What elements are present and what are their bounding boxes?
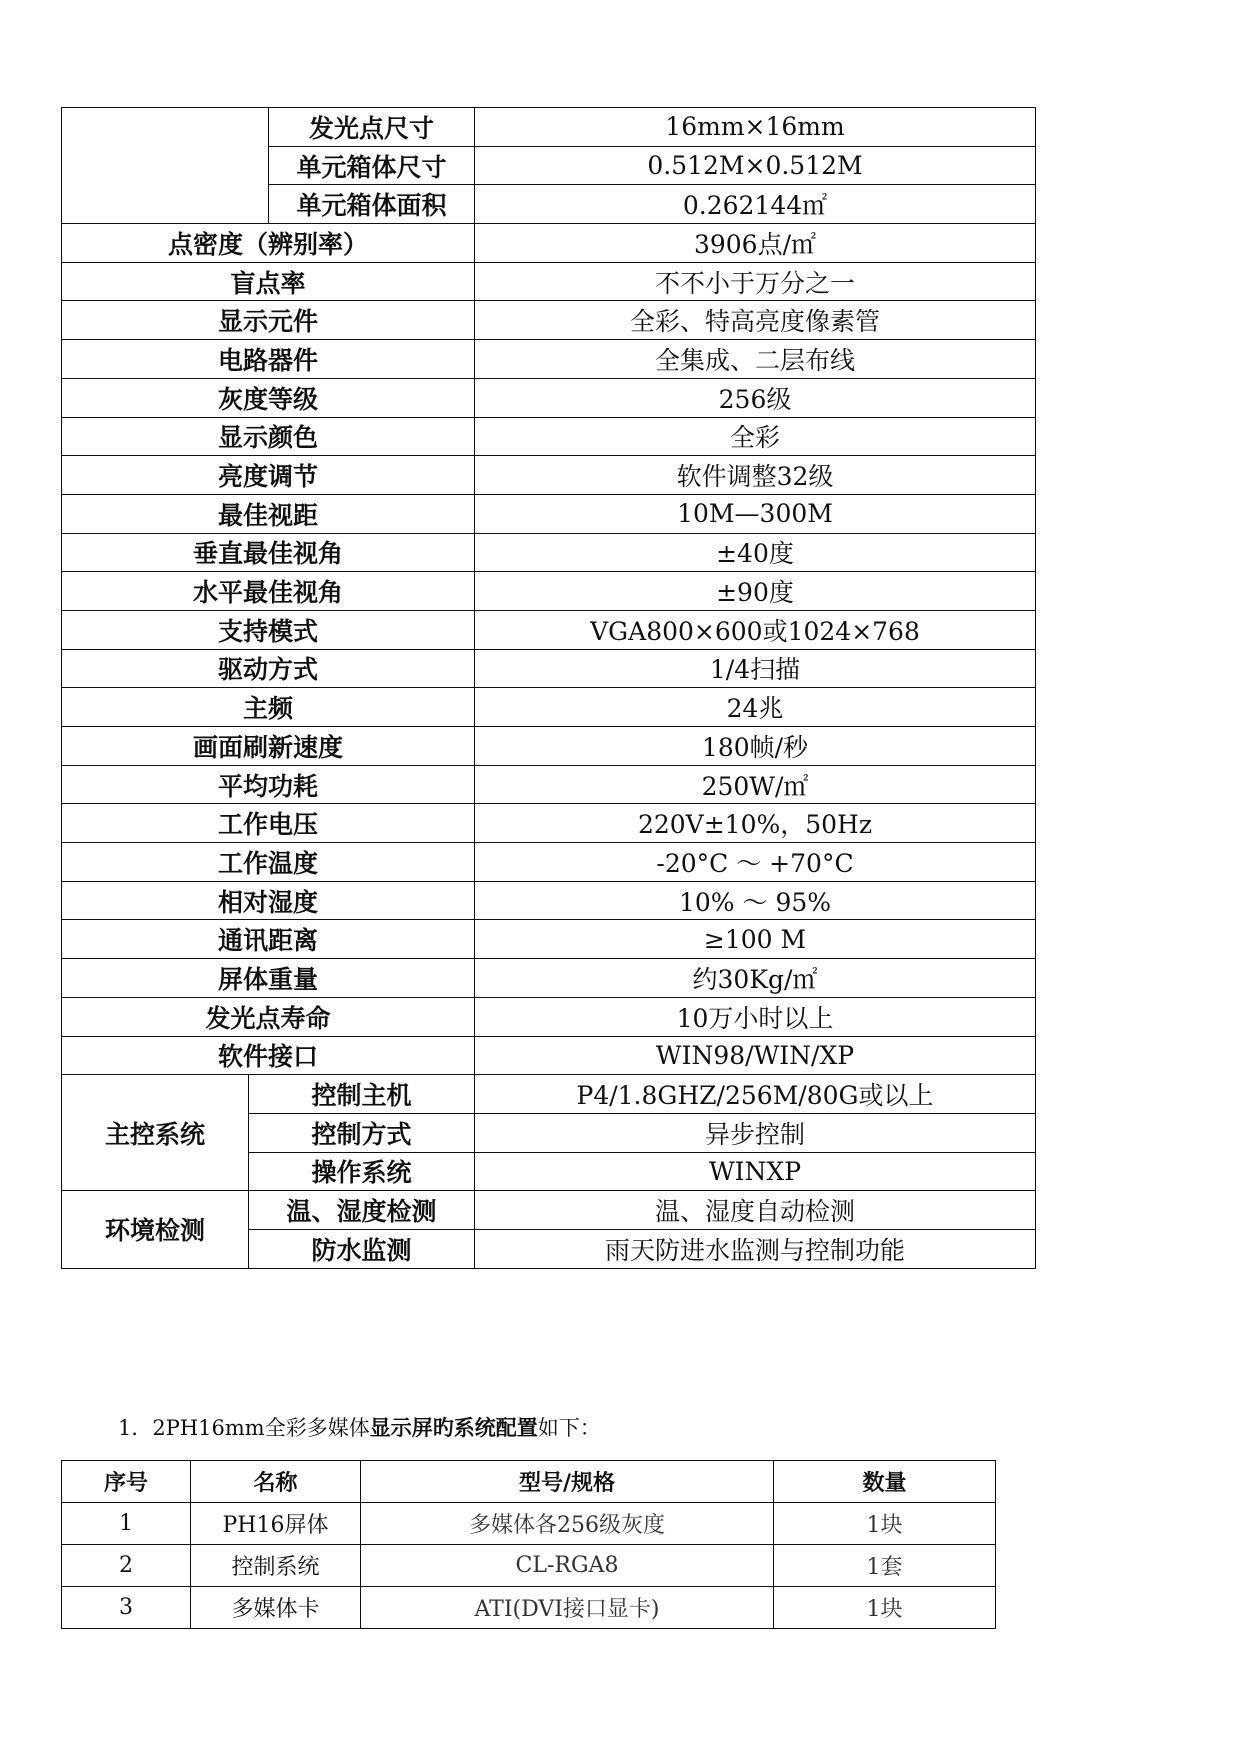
- config-name: 多媒体卡: [191, 1587, 361, 1629]
- spec-label: 单元箱体面积: [269, 185, 475, 224]
- spec-value: 1/4扫描: [475, 649, 1036, 688]
- spec-row: [62, 688, 1036, 727]
- spec-label: 支持模式: [62, 610, 475, 649]
- spec-row: [62, 417, 1036, 456]
- spec-value: WINXP: [475, 1152, 1036, 1191]
- caption-suffix: 如下：: [537, 1416, 601, 1440]
- spec-value: 256级: [475, 378, 1036, 417]
- spec-row: [62, 727, 1036, 766]
- spec-value: 250W/㎡: [475, 765, 1036, 804]
- spec-label: 显示颜色: [62, 417, 475, 456]
- header-index: 序号: [62, 1461, 191, 1503]
- spec-label: 垂直最佳视角: [62, 533, 475, 572]
- spec-row: [62, 959, 1036, 998]
- caption-bold: 显示屏旳系统配置: [369, 1416, 538, 1440]
- config-name: PH16屏体: [191, 1503, 361, 1545]
- spec-row: [62, 572, 1036, 611]
- spec-row: [62, 804, 1036, 843]
- header-name: 名称: [191, 1461, 361, 1503]
- config-caption: [118, 1412, 601, 1442]
- spec-label: 相对湿度: [62, 881, 475, 920]
- spec-row: [62, 843, 1036, 882]
- spec-label: 控制方式: [249, 1113, 475, 1152]
- spec-label: 电路器件: [62, 340, 475, 379]
- spec-value: 24兆: [475, 688, 1036, 727]
- spec-value: 180帧/秒: [475, 727, 1036, 766]
- spec-label: 通讯距离: [62, 920, 475, 959]
- spec-label: 主频: [62, 688, 475, 727]
- spec-value: 10M—300M: [475, 494, 1036, 533]
- header-model: 型号/规格: [361, 1461, 774, 1503]
- config-index: 3: [62, 1587, 191, 1629]
- spec-label: 驱动方式: [62, 649, 475, 688]
- config-quantity: 1块: [774, 1587, 996, 1629]
- spec-label: 工作电压: [62, 804, 475, 843]
- main-control-group-label: 主控系统: [62, 1075, 249, 1191]
- spec-value: 温、湿度自动检测: [475, 1191, 1036, 1230]
- spec-value: 全集成、二层布线: [475, 340, 1036, 379]
- spec-row: [62, 301, 1036, 340]
- spec-label: 软件接口: [62, 1036, 475, 1075]
- spec-row: [62, 1191, 1036, 1230]
- spec-label: 灰度等级: [62, 378, 475, 417]
- spec-value: 不不小于万分之一: [475, 262, 1036, 301]
- spec-row: [62, 340, 1036, 379]
- spec-value: 雨天防进水监测与控制功能: [475, 1229, 1036, 1268]
- spec-value: -20°C ～ +70°C: [475, 843, 1036, 882]
- spec-row: [62, 494, 1036, 533]
- config-model: CL-RGA8: [361, 1545, 774, 1587]
- spec-value: 异步控制: [475, 1113, 1036, 1152]
- spec-row: [62, 1036, 1036, 1075]
- config-row: [62, 1503, 996, 1545]
- spec-value: 0.512M×0.512M: [475, 146, 1036, 185]
- config-header-row: [62, 1461, 996, 1503]
- env-group-label: 环境检测: [62, 1191, 249, 1268]
- spec-label: 温、湿度检测: [249, 1191, 475, 1230]
- spec-row: [62, 262, 1036, 301]
- spec-value: 220V±10%，50Hz: [475, 804, 1036, 843]
- config-name: 控制系统: [191, 1545, 361, 1587]
- spec-table: [61, 107, 1036, 1269]
- spec-label: 单元箱体尺寸: [269, 146, 475, 185]
- spec-row: [62, 610, 1036, 649]
- spec-label: 屏体重量: [62, 959, 475, 998]
- spec-row: [62, 920, 1036, 959]
- config-model: 多媒体各256级灰度: [361, 1503, 774, 1545]
- spec-label: 最佳视距: [62, 494, 475, 533]
- spec-row: [62, 765, 1036, 804]
- spec-label: 显示元件: [62, 301, 475, 340]
- spec-row: [62, 456, 1036, 495]
- spec-row: [62, 108, 1036, 147]
- spec-label: 亮度调节: [62, 456, 475, 495]
- spec-row: [62, 1075, 1036, 1114]
- spec-label: 操作系统: [249, 1152, 475, 1191]
- spec-row: [62, 378, 1036, 417]
- spec-blank-cell: [62, 108, 269, 224]
- config-quantity: 1块: [774, 1503, 996, 1545]
- spec-label: 发光点寿命: [62, 997, 475, 1036]
- spec-label: 防水监测: [249, 1229, 475, 1268]
- spec-label: 水平最佳视角: [62, 572, 475, 611]
- spec-row: [62, 224, 1036, 263]
- spec-label: 发光点尺寸: [269, 108, 475, 147]
- spec-value: 10% ～ 95%: [475, 881, 1036, 920]
- spec-label: 工作温度: [62, 843, 475, 882]
- config-index: 1: [62, 1503, 191, 1545]
- config-quantity: 1套: [774, 1545, 996, 1587]
- spec-value: 10万小时以上: [475, 997, 1036, 1036]
- spec-label: 盲点率: [62, 262, 475, 301]
- spec-value: 全彩、特高亮度像素管: [475, 301, 1036, 340]
- spec-value: 3906点/㎡: [475, 224, 1036, 263]
- config-table: [61, 1460, 996, 1629]
- caption-prefix: 1．2PH16mm全彩多媒体: [118, 1416, 370, 1440]
- spec-value: ±40度: [475, 533, 1036, 572]
- spec-row: [62, 997, 1036, 1036]
- spec-value: 全彩: [475, 417, 1036, 456]
- spec-label: 点密度（辨别率）: [62, 224, 475, 263]
- spec-label: 平均功耗: [62, 765, 475, 804]
- config-index: 2: [62, 1545, 191, 1587]
- spec-row: [62, 649, 1036, 688]
- spec-label: 控制主机: [249, 1075, 475, 1114]
- spec-value: P4/1.8GHZ/256M/80G或以上: [475, 1075, 1036, 1114]
- spec-value: WIN98/WIN/XP: [475, 1036, 1036, 1075]
- config-row: [62, 1587, 996, 1629]
- spec-value: 16mm×16mm: [475, 108, 1036, 147]
- spec-row: [62, 881, 1036, 920]
- spec-row: [62, 533, 1036, 572]
- config-model: ATI(DVI接口显卡): [361, 1587, 774, 1629]
- spec-value: 0.262144㎡: [475, 185, 1036, 224]
- spec-value: VGA800×600或1024×768: [475, 610, 1036, 649]
- spec-label: 画面刷新速度: [62, 727, 475, 766]
- spec-value: ±90度: [475, 572, 1036, 611]
- spec-value: ≥100 M: [475, 920, 1036, 959]
- spec-value: 约30Kg/㎡: [475, 959, 1036, 998]
- header-quantity: 数量: [774, 1461, 996, 1503]
- spec-value: 软件调整32级: [475, 456, 1036, 495]
- config-row: [62, 1545, 996, 1587]
